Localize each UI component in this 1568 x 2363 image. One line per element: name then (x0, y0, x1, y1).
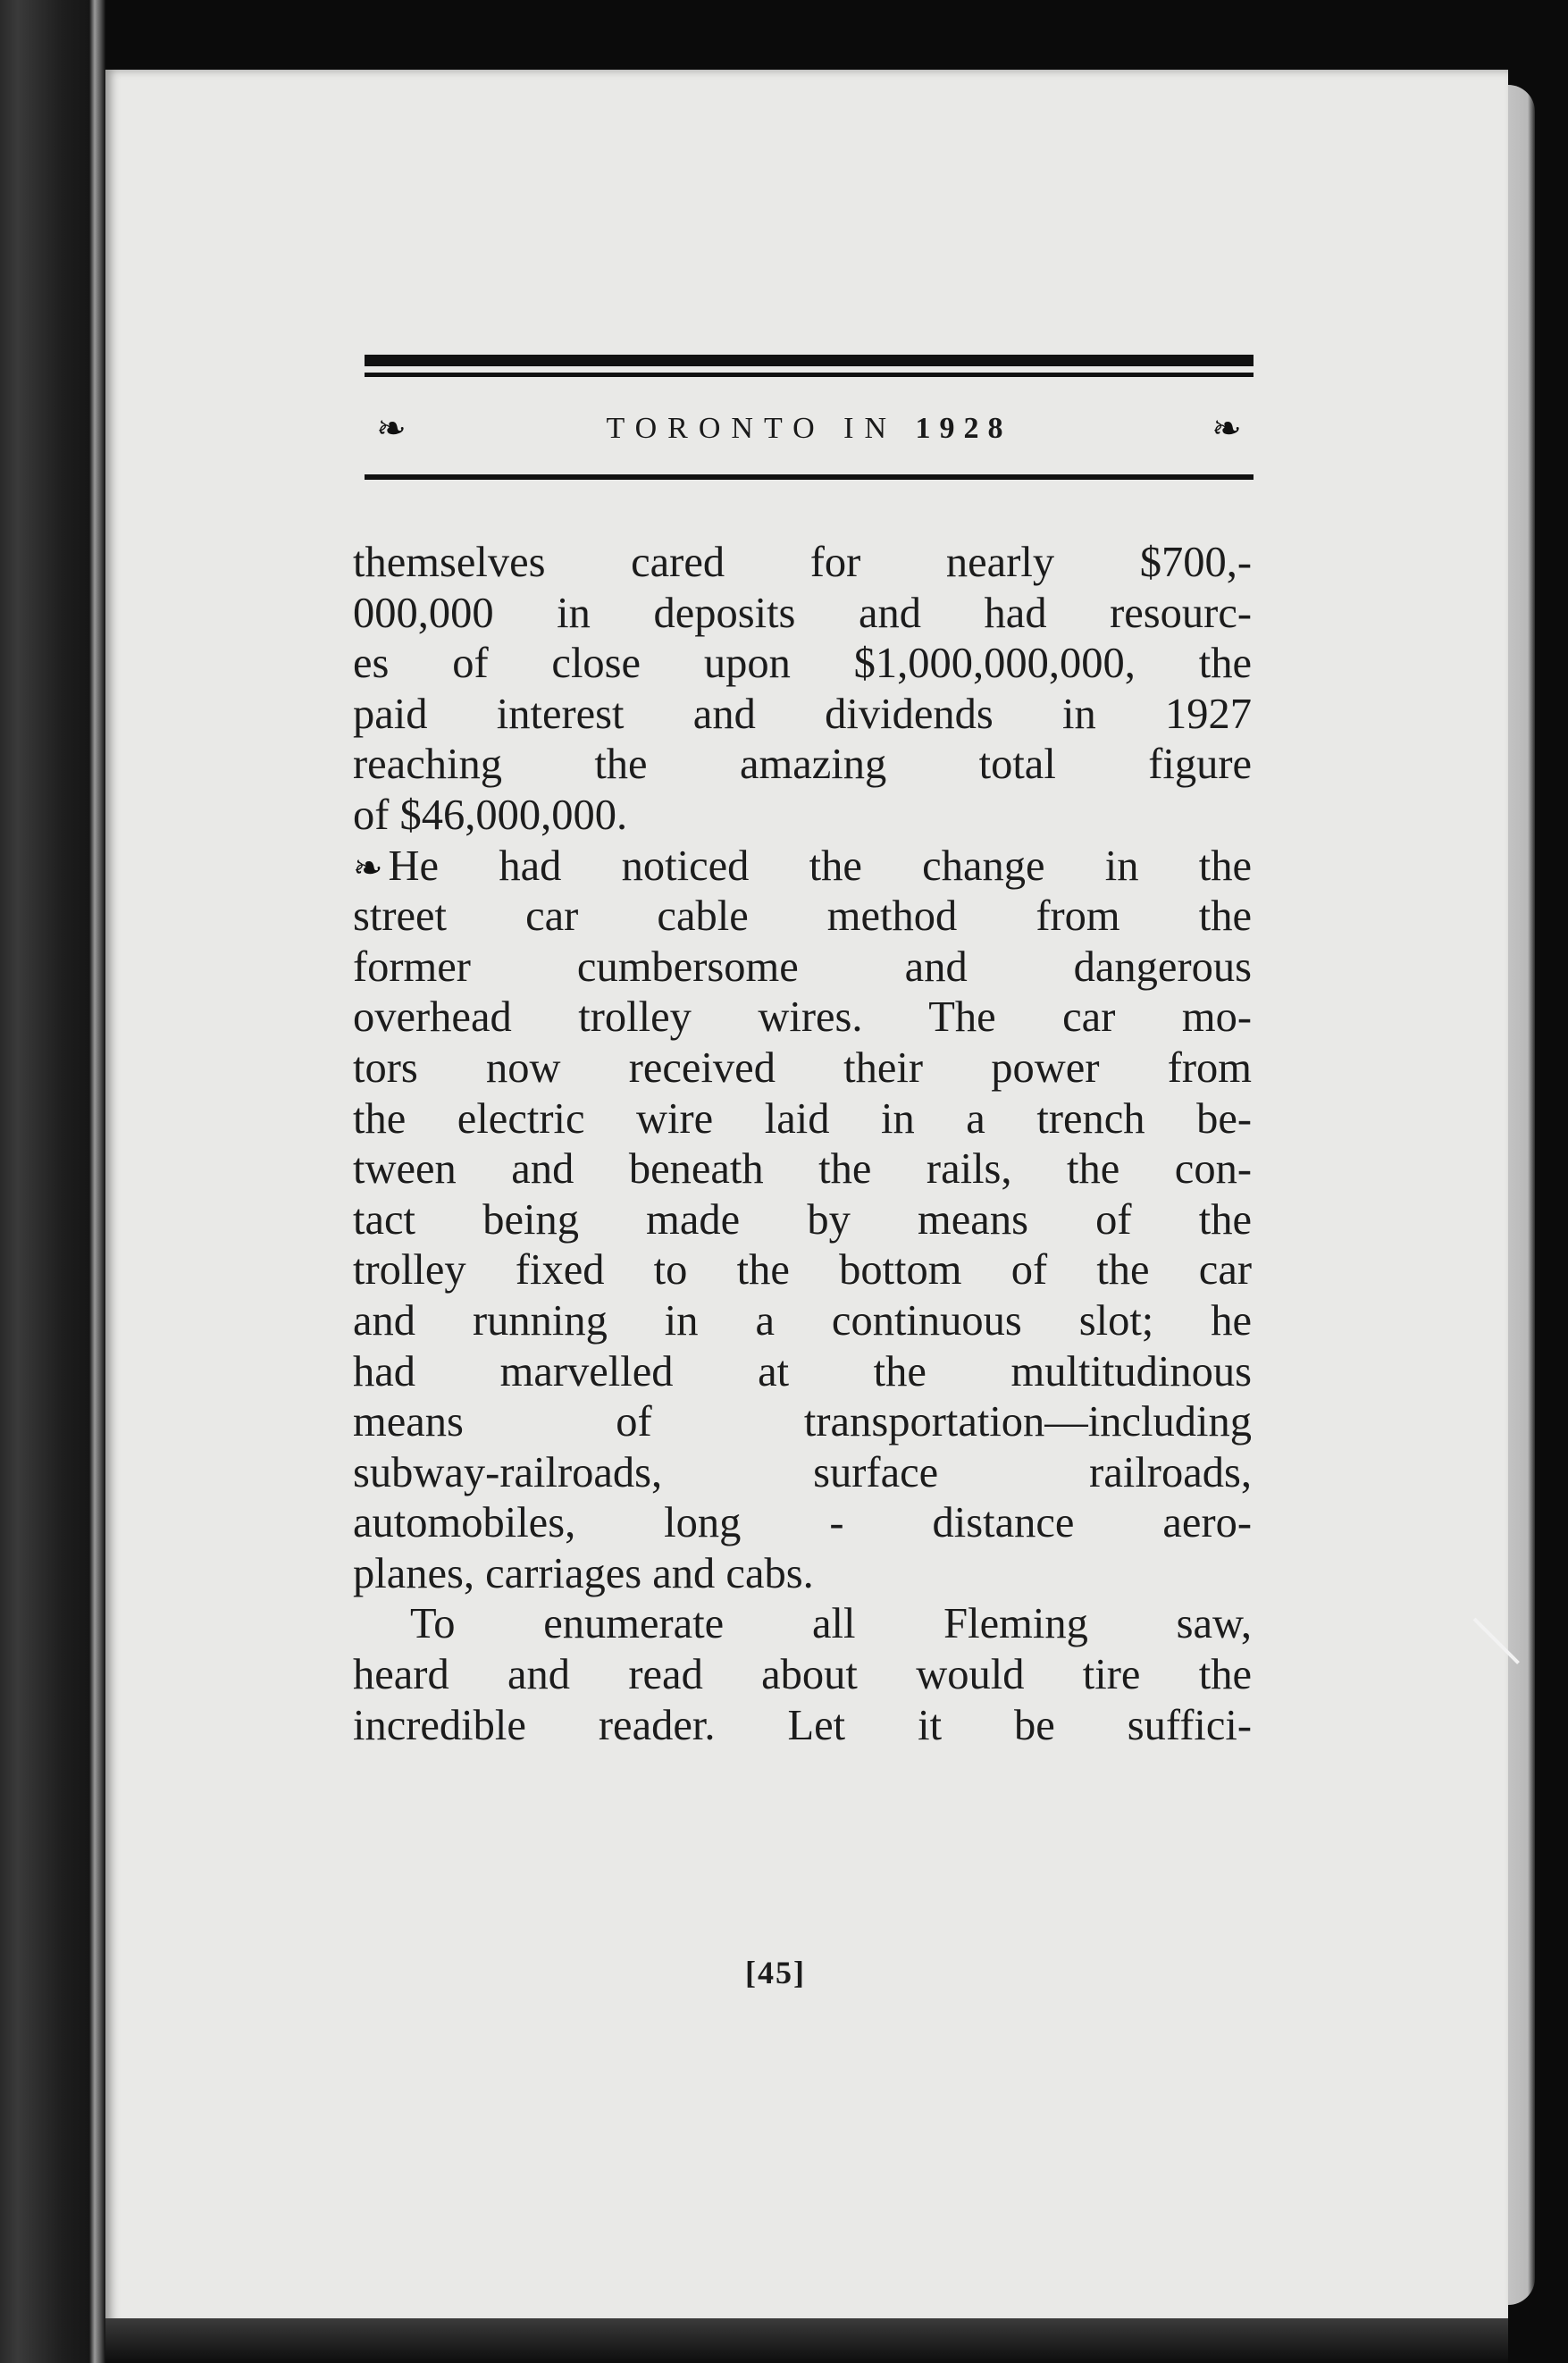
text-line: of $46,000,000. (353, 791, 628, 839)
header-rule-thin (365, 373, 1254, 377)
running-head-prefix: TORONTO IN (606, 412, 898, 445)
text-line: heard and read about would tire the (353, 1651, 1252, 1699)
fleuron-right-icon: ❧ (1212, 408, 1242, 448)
page-number: [45] (745, 1955, 806, 1990)
text-line: To enumerate all Fleming saw, (410, 1600, 1252, 1648)
text-line: 000,000 in deposits and had resourc- (353, 589, 1252, 637)
text-line: and running in a continuous slot; he (353, 1296, 1252, 1345)
text-line: trolley fixed to the bottom of the car (353, 1246, 1252, 1295)
text-line: reaching the amazing total figure (353, 741, 1252, 789)
text-line: automobiles, long - distance aero- (353, 1499, 1252, 1547)
text-line-para-start (353, 842, 1252, 892)
text-line: overhead trolley wires. The car mo- (353, 993, 1252, 1042)
text-line: planes, carriages and cabs. (353, 1549, 814, 1597)
paragraph-mark-icon: ❧ (353, 847, 383, 888)
text-line: had marvelled at the multitudinous (353, 1347, 1252, 1395)
text-line: incredible reader. Let it be suffici- (353, 1701, 1252, 1749)
text-line-content: He had noticed the change in the (388, 842, 1252, 890)
text-line: former cumbersome and dangerous (353, 943, 1252, 991)
running-head-year: 1928 (915, 412, 1012, 445)
text-line: tors now received their power from (353, 1043, 1252, 1092)
text-line: subway-railroads, surface railroads, (353, 1448, 1252, 1496)
text-line: paid interest and dividends in 1927 (353, 690, 1252, 738)
text-line: tact being made by means of the (353, 1195, 1252, 1244)
book-spine (0, 0, 105, 2363)
text-line: means of transportation—including (353, 1398, 1252, 1446)
fleuron-left-icon: ❧ (376, 408, 407, 448)
bottom-edge (105, 2318, 1508, 2363)
text-line: tween and beneath the rails, the con- (353, 1145, 1252, 1194)
header-rule-bottom (365, 474, 1254, 480)
text-line: the electric wire laid in a trench be- (353, 1094, 1252, 1143)
running-header (365, 402, 1254, 456)
text-line: es of close upon $1,000,000,000, the (353, 640, 1252, 688)
text-line: themselves cared for nearly $700,- (353, 539, 1252, 586)
header-rule-thick (365, 355, 1254, 366)
text-line: street car cable method from the (353, 892, 1252, 941)
running-head-title (606, 412, 1011, 446)
body-text (353, 538, 1252, 1751)
